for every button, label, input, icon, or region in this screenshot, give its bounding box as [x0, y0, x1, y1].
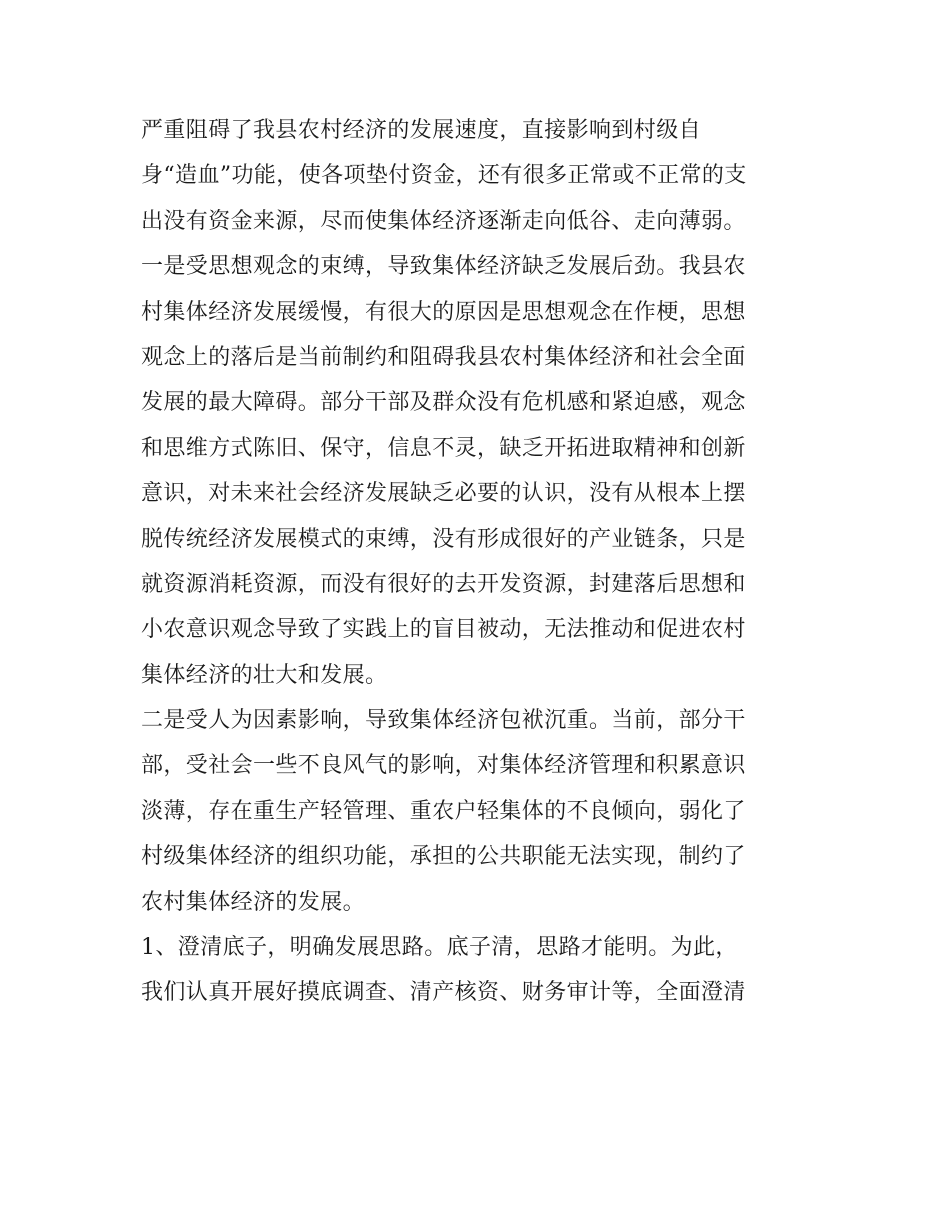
text-line: 严重阻碍了我县农村经济的发展速度，直接影响到村级自 [141, 118, 702, 143]
text-line: 我们认真开展好摸底调查、清产核资、财务审计等，全面澄清 [141, 980, 746, 1006]
text-line: 出没有资金来源，尽而使集体经济逐渐走向低谷、走向薄弱。 [141, 208, 746, 234]
text-line: 小农意识观念导致了实践上的盲目被动，无法推动和促进农村 [141, 617, 746, 643]
text-line: 观念上的落后是当前制约和阻碍我县农村集体经济和社会全面 [141, 344, 746, 370]
body-text [141, 108, 821, 1016]
text-line: 发展的最大障碍。部分干部及群众没有危机感和紧迫感，观念 [141, 390, 746, 416]
text-line: 淡薄，存在重生产轻管理、重农户轻集体的不良倾向，弱化了 [141, 798, 746, 824]
text-line: 村级集体经济的组织功能，承担的公共职能无法实现，制约了 [141, 844, 746, 870]
text-line: 二是受人为因素影响，导致集体经济包袱沉重。当前，部分干 [141, 708, 746, 734]
text-line: 身“造血”功能，使各项垫付资金，还有很多正常或不正常的支 [141, 163, 747, 189]
text-line: 集体经济的壮大和发展。 [141, 662, 388, 688]
text-line: 意识，对未来社会经济发展缺乏必要的认识，没有从根本上摆 [141, 481, 746, 507]
text-line: 村集体经济发展缓慢，有很大的原因是思想观念在作梗，思想 [141, 299, 746, 325]
text-line: 1、澄清底子，明确发展思路。底子清，思路才能明。为此， [141, 935, 738, 961]
text-line: 就资源消耗资源，而没有很好的去开发资源，封建落后思想和 [141, 571, 746, 597]
text-line: 部，受社会一些不良风气的影响，对集体经济管理和积累意识 [141, 753, 746, 779]
text-line: 一是受思想观念的束缚，导致集体经济缺乏发展后劲。我县农 [141, 254, 746, 280]
text-line: 农村集体经济的发展。 [141, 889, 366, 915]
text-line: 和思维方式陈旧、保守，信息不灵，缺乏开拓进取精神和创新 [141, 435, 746, 461]
text-line: 脱传统经济发展模式的束缚，没有形成很好的产业链条，只是 [141, 526, 746, 552]
